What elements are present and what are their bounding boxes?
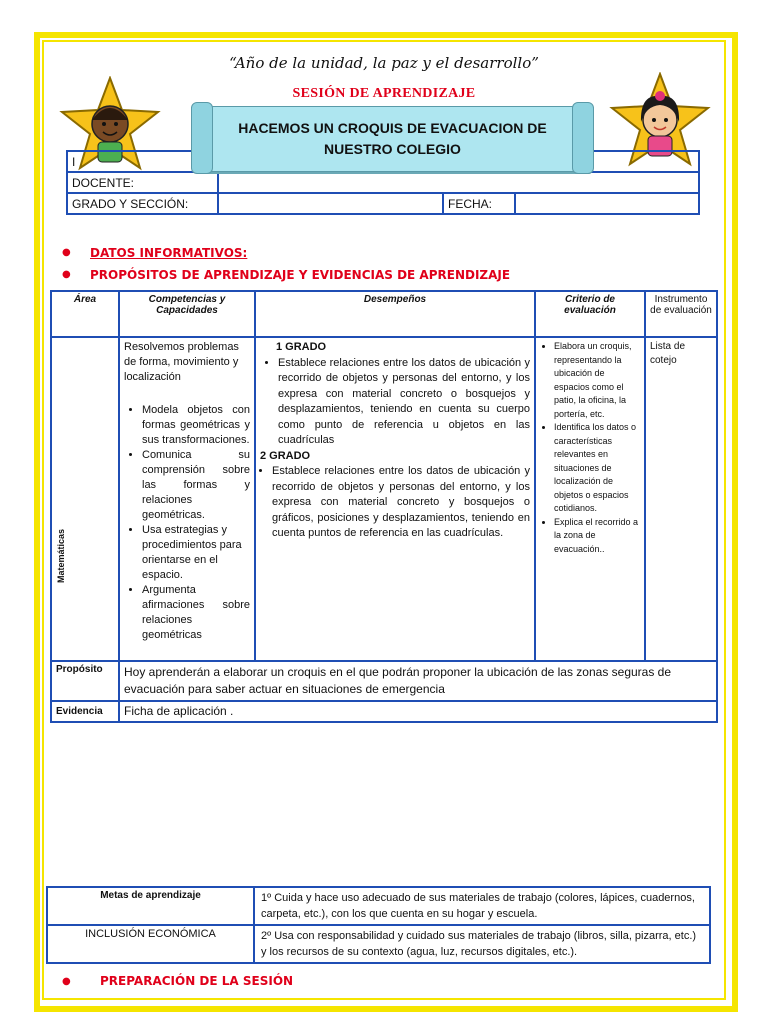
competencias-cell: [119, 337, 255, 661]
proposito-text: Hoy aprenderán a elaborar un croquis en el que podrán proponer la ubicación de las zonas seguras de evacuación para saber actuar en situaciones de emergencia: [119, 661, 717, 701]
docente-label: DOCENTE:: [67, 172, 218, 193]
proposito-label: Propósito: [51, 661, 119, 701]
bullet-icon: ●: [62, 269, 71, 280]
criterio-cell: [535, 337, 645, 661]
meta-2: 2º Usa con responsabilidad y cuidado sus materiales de trabajo (libros, silla, pizarra, etc.) y los recursos de su contexto (agua, luz, recursos digitales, etc.).: [254, 925, 710, 963]
capacidades-list: [124, 403, 250, 643]
list-item: • Usa estrategias y procedimientos para orientarse en el espacio.: [142, 523, 250, 583]
grade1-label: 1 GRADO: [276, 341, 327, 353]
title-line-1: HACEMOS UN CROQUIS DE EVACUACION DE: [238, 120, 547, 136]
propositos-heading: PROPÓSITOS DE APRENDIZAJE Y EVIDENCIAS DE APRENDIZAJE: [90, 268, 511, 282]
bullet-icon: ●: [62, 976, 71, 987]
purposes-table: [50, 290, 718, 723]
header-competencias: Competencias y Capacidades: [119, 291, 255, 337]
list-item: • Comunica su comprensión sobre las formas y relaciones geométricas.: [142, 448, 250, 523]
title-line-2: NUESTRO COLEGIO: [324, 141, 461, 157]
motto: “Año de la unidad, la paz y el desarrollo”: [229, 54, 539, 72]
list-item: • Argumenta afirmaciones sobre relaciones geométricas: [142, 583, 250, 643]
header-instrumento: Instrumento de evaluación: [645, 291, 717, 337]
grade2-text: • Establece relaciones entre los datos de ubicación y recorrido de objetos y personas del entorno, y los expresa con material concreto y bosquejos o gráficos, posiciones y desplazamientos, teniendo en cuenta puntos de referencia en las cuadrículas.: [272, 464, 530, 542]
list-item: • Modela objetos con formas geométricas y sus transformaciones.: [142, 403, 250, 448]
bullet-icon: ●: [62, 247, 71, 258]
area-label: Matemáticas: [56, 528, 66, 583]
datos-heading: DATOS INFORMATIVOS:: [90, 246, 248, 260]
fecha-label: FECHA:: [443, 193, 515, 214]
docente-value[interactable]: [218, 172, 699, 193]
competencia-intro: Resolvemos problemas de forma, movimiento y localización: [124, 341, 239, 383]
grade1-text: • Establece relaciones entre los datos de ubicación y recorrido de objetos y personas del entorno, y los expresa con material concreto o bosquejos y desplazamientos, teniendo en cuenta su cuerpo como punto de referencia u objetos en las cuadrículas: [278, 356, 530, 449]
instrumento-cell: Lista de cotejo: [645, 337, 717, 661]
desempenos-cell: [255, 337, 535, 661]
grado-value[interactable]: [218, 193, 443, 214]
grade2-label: 2 GRADO: [260, 449, 311, 462]
metas-table: [46, 886, 711, 964]
list-item: • Explica el recorrido a la zona de evacuación..: [554, 516, 640, 557]
meta-1: 1º Cuida y hace uso adecuado de sus materiales de trabajo (colores, lápices, cuadernos, carpeta, etc.), con los que cuenta en su hogar y escuela.: [254, 887, 710, 925]
title-banner: [195, 106, 590, 170]
inclusion-label: INCLUSIÓN ECONÓMICA: [47, 925, 254, 963]
fecha-value[interactable]: [515, 193, 699, 214]
header-area: Área: [51, 291, 119, 337]
header-criterio: Criterio de evaluación: [535, 291, 645, 337]
evidencia-label: Evidencia: [51, 701, 119, 722]
list-item: • Identifica los datos o características relevantes en situaciones de localización de objetos o espacios cotidianos.: [554, 421, 640, 516]
preparacion-heading: PREPARACIÓN DE LA SESIÓN: [100, 974, 294, 988]
info-row1-label: I: [67, 151, 218, 172]
grado-label: GRADO Y SECCIÓN:: [67, 193, 218, 214]
session-label: SESIÓN DE APRENDIZAJE: [292, 86, 476, 101]
area-cell: [51, 337, 119, 661]
list-item: • Elabora un croquis, representando la ubicación de espacios como el patio, la oficina, la portería, etc.: [554, 340, 640, 421]
metas-label: Metas de aprendizaje: [47, 887, 254, 925]
evidencia-text: Ficha de aplicación .: [119, 701, 717, 722]
header-desempenos: Desempeños: [255, 291, 535, 337]
